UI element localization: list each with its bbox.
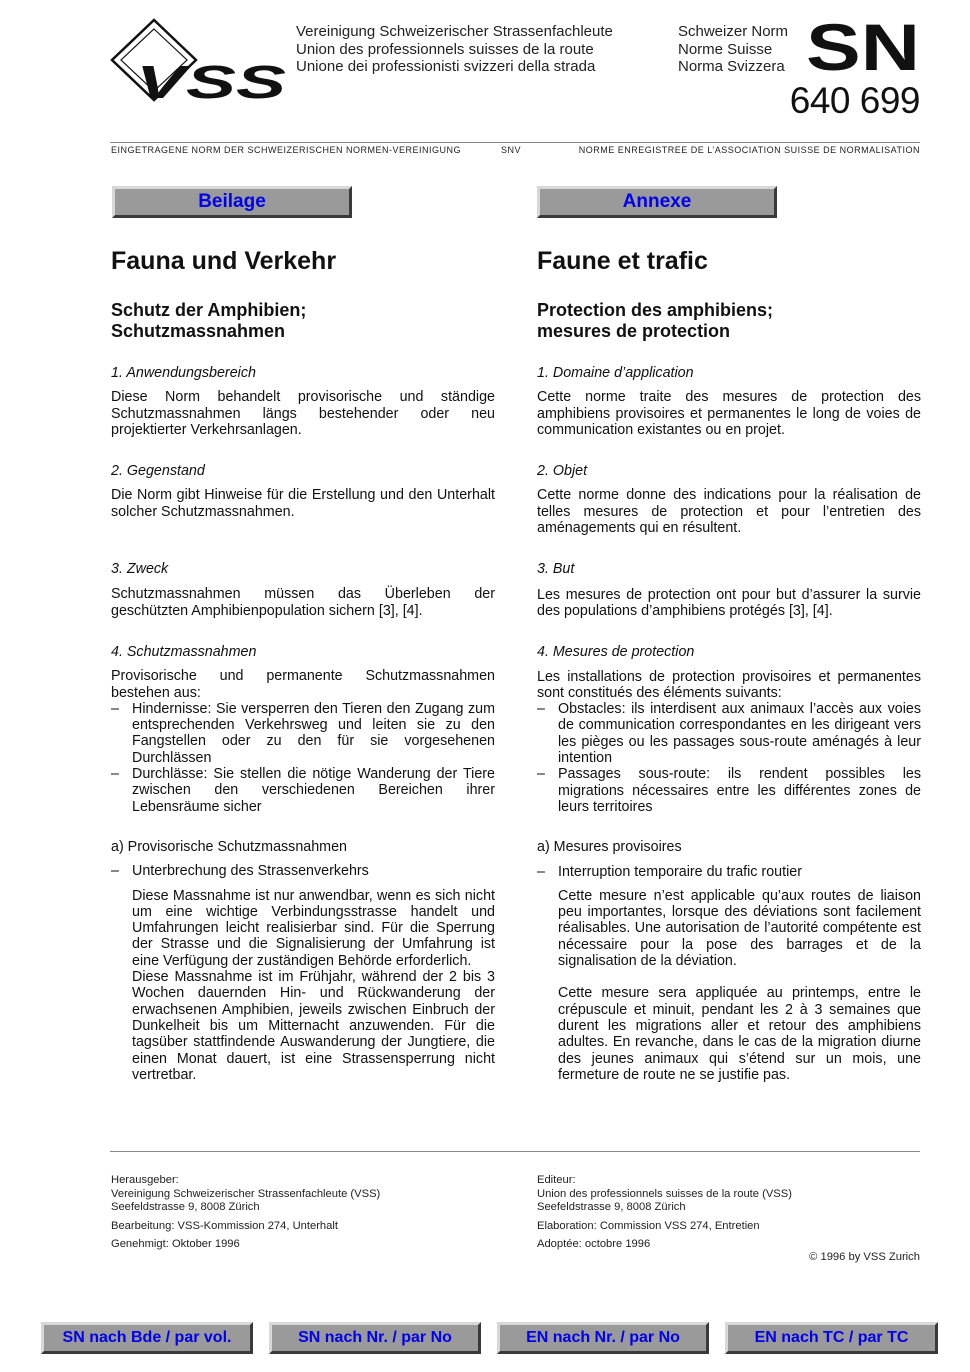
imprint-fr bbox=[537, 1174, 792, 1252]
norm-type bbox=[678, 23, 788, 76]
norm-type-de: Schweizer Norm bbox=[678, 23, 789, 40]
list-item bbox=[111, 766, 495, 815]
list-item-text: Passages sous-route: ils rendent possibles les migrations nécessaires entre les différentes zones de leurs territoires bbox=[558, 766, 921, 815]
section-2-heading: 2. Objet bbox=[537, 463, 588, 480]
registration-de: EINGETRAGENE NORM DER SCHWEIZERISCHEN NORMEN-VEREINIGUNG bbox=[111, 145, 462, 155]
beilage-button[interactable]: Beilage bbox=[112, 186, 352, 218]
approval-date: Genehmigt: Oktober 1996 bbox=[111, 1238, 240, 1250]
list-item-text: Hindernisse: Sie versperren den Tieren den Zugang zum entsprechenden Verkehrsweg und leiten sie zu den Fangstellen oder zu den für sie vorgesehenen Durchlässen bbox=[132, 700, 495, 766]
german-column bbox=[111, 246, 495, 1083]
section-1-text: Cette norme traite des mesures de protection des amphibiens provisoires et permanentes le long de voies de communication existantes ou en projet. bbox=[537, 389, 921, 438]
section-3-text: Schutzmassnahmen müssen das Überleben der geschützten Amphibienpopulation sichern [3], [4]. bbox=[111, 586, 495, 619]
publisher-name: Union des professionnels suisses de la route (VSS) bbox=[537, 1187, 792, 1200]
approval-date: Adoptée: octobre 1996 bbox=[537, 1238, 651, 1250]
measure-paragraph-2: Cette mesure sera appliquée au printemps, entre le crépuscule et minuit, pendant les 2 à 3 semaines que durent les migrations aller et retour des amphibiens adultes. En revanche, dans le cas de la migration diurne des jeunes animaux qui s’étend sur un mois, une fermeture de route ne se justifie pas. bbox=[558, 985, 921, 1083]
publisher-label: Editeur: bbox=[537, 1174, 576, 1186]
vss-logo-text: VSS bbox=[136, 56, 287, 102]
publisher-name: Vereinigung Schweizerischer Strassenfachleute (VSS) bbox=[111, 1187, 381, 1200]
dash-marker: – bbox=[111, 863, 119, 880]
section-4-intro: Les installations de protection provisoires et permanentes sont constitués des éléments suivants: bbox=[537, 668, 921, 701]
norm-type-fr: Norme Suisse bbox=[678, 40, 773, 58]
section-2-text: Cette norme donne des indications pour la réalisation de telles mesures de protection et pour l’entretien des aménagements qui en résultent. bbox=[537, 487, 921, 537]
editing-committee: Elaboration: Commission VSS 274, Entretien bbox=[537, 1219, 760, 1232]
page-title: Fauna und Verkehr bbox=[111, 247, 337, 275]
publisher-label: Herausgeber: bbox=[111, 1174, 179, 1186]
dash-marker: – bbox=[537, 863, 545, 880]
subtitle-line-2: mesures de protection bbox=[537, 321, 731, 341]
measure-paragraph-1: Diese Massnahme ist nur anwendbar, wenn es sich nicht um eine wichtige Verbindungsstrasse handelt und Umfahrungen leicht realisierbar sind. Für die Sperrung der Strasse und die Signalisierung der Umfahrung ist eine Verfügung der zuständigen Behörde erforderlich. bbox=[132, 887, 495, 969]
registration-fr: NORME ENREGISTREE DE L’ASSOCIATION SUISSE DE NORMALISATION bbox=[578, 145, 920, 155]
organisation-names bbox=[296, 23, 613, 76]
section-3-text: Les mesures de protection ont pour but d’assurer la survie des populations d’amphibiens protégés [3], [4]. bbox=[537, 586, 921, 619]
registration-snv: SNV bbox=[501, 145, 522, 155]
list-item-text: Interruption temporaire du trafic routier bbox=[558, 863, 802, 880]
norm-type-it: Norma Svizzera bbox=[678, 58, 785, 75]
dash-marker: – bbox=[111, 700, 119, 717]
en-by-tc-button[interactable]: EN nach TC / par TC bbox=[725, 1322, 938, 1354]
dash-marker: – bbox=[111, 766, 119, 783]
subtitle-line-1: Schutz der Amphibien; bbox=[111, 300, 307, 320]
org-name-it: Unione dei professionisti svizzeri della strada bbox=[296, 58, 596, 75]
list-item bbox=[537, 864, 921, 880]
section-4-intro: Provisorische und permanente Schutzmassnahmen bestehen aus: bbox=[111, 668, 495, 701]
org-name-de: Vereinigung Schweizerischer Strassenfachleute bbox=[296, 23, 613, 40]
section-2-heading: 2. Gegenstand bbox=[111, 463, 205, 480]
org-name-fr: Union des professionnels suisses de la route bbox=[296, 40, 594, 58]
sn-by-number-button[interactable]: SN nach Nr. / par No bbox=[269, 1322, 481, 1354]
dash-marker: – bbox=[537, 766, 545, 783]
sn-mark bbox=[806, 20, 920, 72]
list-item-text: Obstacles: ils interdisent aux animaux l’accès aux voies de communication correspondantes en les dirigeant vers les pièges ou les passages sous-route aménagés à leur intention bbox=[558, 701, 921, 767]
editing-committee: Bearbeitung: VSS-Kommission 274, Unterhalt bbox=[111, 1219, 338, 1232]
section-4-heading: 4. Schutzmassnahmen bbox=[111, 643, 257, 660]
section-1-text: Diese Norm behandelt provisorische und ständige Schutzmassnahmen längs bestehender oder neu projektierter Verkehrsanlagen. bbox=[111, 389, 495, 438]
subtitle-line-1: Protection des amphibiens; bbox=[537, 300, 774, 320]
section-1-heading: 1. Domaine d’application bbox=[537, 365, 694, 381]
vss-logo bbox=[110, 18, 290, 102]
list-item-text: Durchlässe: Sie stellen die nötige Wanderung der Tiere zwischen den verschiedenen Bereichen ihrer Lebensräume sicher bbox=[132, 766, 495, 815]
en-by-number-button[interactable]: EN nach Nr. / par No bbox=[497, 1322, 709, 1354]
list-item bbox=[111, 701, 495, 766]
imprint-de bbox=[111, 1174, 380, 1252]
copyright: © 1996 by VSS Zurich bbox=[809, 1251, 920, 1263]
sn-by-volume-button[interactable]: SN nach Bde / par vol. bbox=[41, 1322, 253, 1354]
measure-paragraph-2: Diese Massnahme ist im Frühjahr, während der 2 bis 3 Wochen dauernden Hin- und Rückwanderung der erwachsenen Amphibien, jeweils zwischen Einbruch der Dunkelheit bis um Mitternacht anzuwenden. Für die tagsüber stattfindende Auswanderung der Jungtiere, die einen Monat dauert, ist eine Strassensperrung nicht vertretbar. bbox=[132, 969, 495, 1083]
publisher-address: Seefeldstrasse 9, 8008 Zürich bbox=[111, 1201, 260, 1213]
list-item bbox=[537, 701, 921, 766]
section-3-heading: 3. But bbox=[537, 561, 575, 578]
subsection-a-heading: a) Mesures provisoires bbox=[537, 839, 682, 856]
list-item bbox=[537, 766, 921, 815]
section-2-text: Die Norm gibt Hinweise für die Erstellung und den Unterhalt solcher Schutzmassnahmen. bbox=[111, 487, 495, 520]
norm-number: 640 699 bbox=[789, 80, 920, 121]
dash-marker: – bbox=[537, 701, 545, 718]
annexe-button[interactable]: Annexe bbox=[537, 186, 777, 218]
header-divider bbox=[110, 142, 920, 143]
sn-mark-text: SN bbox=[806, 20, 920, 72]
section-1-heading: 1. Anwendungsbereich bbox=[111, 365, 256, 381]
section-4-heading: 4. Mesures de protection bbox=[537, 644, 695, 661]
section-3-heading: 3. Zweck bbox=[111, 561, 169, 578]
list-item bbox=[111, 863, 495, 879]
subtitle-line-2: Schutzmassnahmen bbox=[111, 321, 286, 341]
page-title-fr: Faune et trafic bbox=[537, 247, 708, 275]
french-column bbox=[537, 246, 921, 1083]
footer-divider bbox=[110, 1151, 920, 1152]
subsection-a-heading: a) Provisorische Schutzmassnahmen bbox=[111, 838, 347, 855]
list-item-text: Unterbrechung des Strassenverkehrs bbox=[132, 863, 369, 880]
publisher-address: Seefeldstrasse 9, 8008 Zürich bbox=[537, 1201, 686, 1213]
measure-paragraph-1: Cette mesure n’est applicable qu’aux routes de liaison peu importantes, lorsque des déviations sont facilement réalisables. Une autorisation de l’autorité compétente est nécessaire pour la pose des barrages et de la signalisation de la déviation. bbox=[558, 887, 921, 970]
